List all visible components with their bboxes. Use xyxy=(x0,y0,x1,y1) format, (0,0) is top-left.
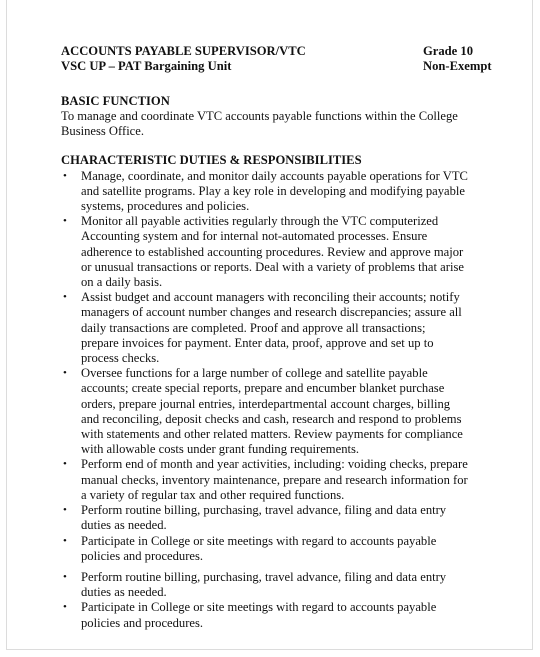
job-description-document xyxy=(61,44,501,631)
list-item xyxy=(61,169,501,215)
job-title: ACCOUNTS PAYABLE SUPERVISOR/VTC xyxy=(61,44,306,58)
item-line: accounts; create special reports, prepare and encumber blanket purchase xyxy=(81,381,445,396)
item-line: Perform routine billing, purchasing, travel advance, filing and data entry xyxy=(81,569,447,584)
basic-function-heading: BASIC FUNCTION xyxy=(61,93,170,108)
item-line: manual checks, inventory maintenance, prepare and research information for xyxy=(81,472,468,487)
item-line: prepare invoices for payment. Enter data, proof, approve and set up to xyxy=(81,335,434,350)
bullet-icon: • xyxy=(63,601,67,614)
bullet-icon: • xyxy=(63,215,67,228)
item-line: and reconciling, deposit checks and cash, research and respond to problems xyxy=(81,411,462,426)
item-line: systems, procedures and policies. xyxy=(81,199,250,214)
bullet-icon: • xyxy=(63,169,67,182)
bullet-icon: • xyxy=(63,534,67,547)
item-line: policies and procedures. xyxy=(81,548,204,563)
item-line: adherence to established accounting procedures. Review and approve major xyxy=(81,244,464,259)
list-item xyxy=(61,366,501,457)
item-line: with allowable costs under grant funding requirements. xyxy=(81,442,360,457)
header-row-title xyxy=(61,44,501,59)
item-line: Assist budget and account managers with reconciling their accounts; notify xyxy=(81,290,460,305)
item-line: a variety of regular tax and other required functions. xyxy=(81,487,345,502)
grade-label: Grade 10 xyxy=(423,44,474,58)
item-line: Perform end of month and year activities, including: voiding checks, prepare xyxy=(81,457,468,472)
item-line: daily transactions are completed. Proof and approve all transactions; xyxy=(81,320,426,335)
header-row-unit xyxy=(61,59,501,74)
item-line: Manage, coordinate, and monitor daily accounts payable operations for VTC xyxy=(81,168,468,183)
item-line: duties as needed. xyxy=(81,585,167,600)
list-item xyxy=(61,570,501,600)
duties-list-repeated xyxy=(61,570,501,631)
list-item xyxy=(61,503,501,533)
bullet-icon: • xyxy=(63,504,67,517)
duties-heading: CHARACTERISTIC DUTIES & RESPONSIBILITIES xyxy=(61,153,362,168)
item-line: Monitor all payable activities regularly through the VTC computerized xyxy=(81,214,439,229)
item-line: or unusual transactions or reports. Deal with a variety of problems that arise xyxy=(81,259,464,274)
item-line: process checks. xyxy=(81,351,160,366)
bullet-icon: • xyxy=(63,291,67,304)
item-line: on a daily basis. xyxy=(81,275,163,290)
basic-function-line: To manage and coordinate VTC accounts payable functions within the College xyxy=(61,109,458,124)
item-line: managers of account number changes and research discrepancies; assure all xyxy=(81,305,462,320)
bullet-icon: • xyxy=(63,367,67,380)
item-line: orders, prepare journal entries, interdepartmental account charges, billing xyxy=(81,396,451,411)
item-line: Participate in College or site meetings with regard to accounts payable xyxy=(81,533,437,548)
list-item xyxy=(61,534,501,564)
item-line: Participate in College or site meetings with regard to accounts payable xyxy=(81,600,437,615)
bargaining-unit: VSC UP – PAT Bargaining Unit xyxy=(61,59,232,74)
item-line: with statements and other related matters. Review payments for compliance xyxy=(81,427,463,442)
duties-list xyxy=(61,169,501,564)
list-item xyxy=(61,600,501,630)
bullet-icon: • xyxy=(63,458,67,471)
item-line: duties as needed. xyxy=(81,518,167,533)
list-item xyxy=(61,214,501,290)
item-line: policies and procedures. xyxy=(81,615,204,630)
item-line: Accounting system and for internal not-automated processes. Ensure xyxy=(81,229,428,244)
bullet-icon: • xyxy=(63,570,67,583)
item-line: Perform routine billing, purchasing, travel advance, filing and data entry xyxy=(81,503,447,518)
basic-function-text xyxy=(61,109,501,139)
list-item xyxy=(61,290,501,366)
basic-function-line: Business Office. xyxy=(61,124,145,139)
item-line: and satellite programs. Play a key role in developing and modifying payable xyxy=(81,183,466,198)
item-line: Oversee functions for a large number of college and satellite payable xyxy=(81,366,428,381)
exempt-status: Non-Exempt xyxy=(423,59,492,74)
list-item xyxy=(61,457,501,503)
